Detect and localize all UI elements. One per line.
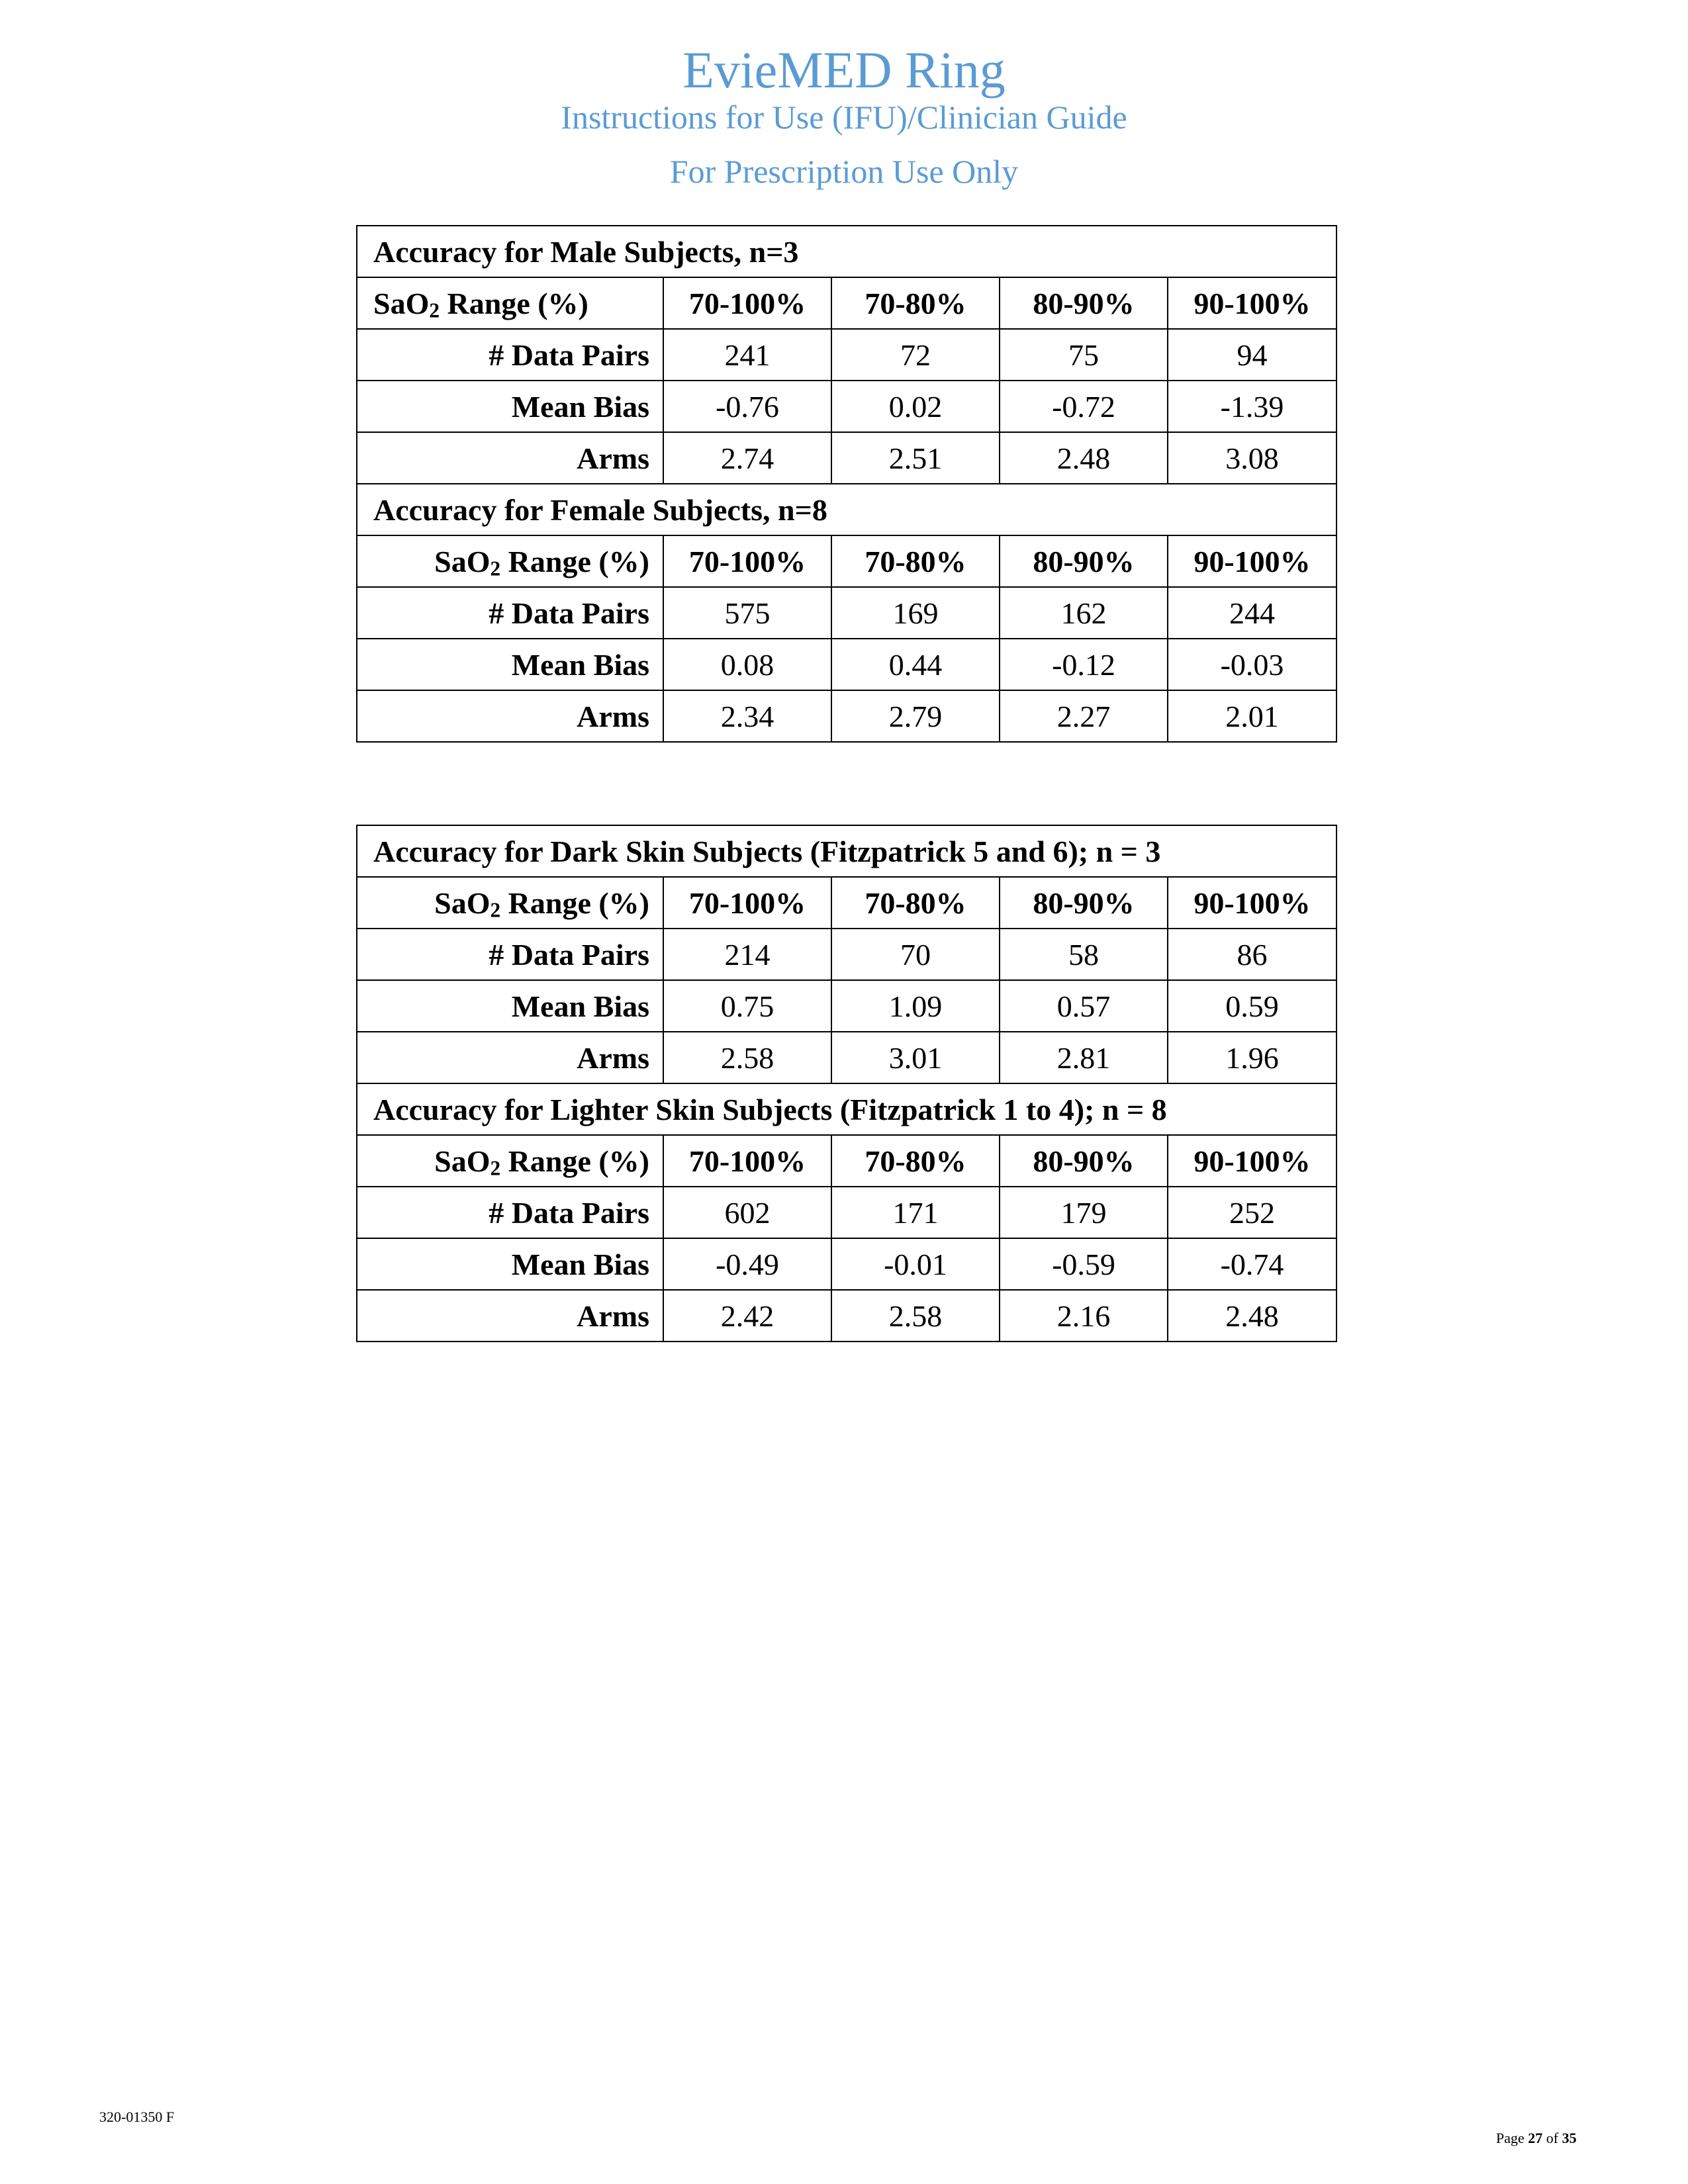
data-pairs-cell: 252 (1168, 1187, 1336, 1238)
mean-bias-cell: -0.49 (663, 1238, 831, 1290)
arms-cell: 2.58 (663, 1032, 831, 1083)
table-row (357, 381, 1336, 432)
data-pairs-cell: 214 (663, 929, 831, 980)
data-pairs-cell: 179 (1000, 1187, 1168, 1238)
arms-cell: 3.01 (831, 1032, 1000, 1083)
range-header: 90-100% (1168, 535, 1336, 587)
sao2-range-label: SaO$_2$ Range (%) (357, 535, 663, 587)
sao2-range-label: SaO$_2$ Range (%) (357, 1135, 663, 1187)
section-header-row (357, 484, 1336, 535)
table-row (357, 639, 1336, 690)
section-title: Accuracy for Dark Skin Subjects (Fitzpatrick 5 and 6); n = 3 (357, 825, 1336, 877)
arms-label: Arms (357, 1290, 663, 1342)
mean-bias-label: Mean Bias (357, 381, 663, 432)
range-header: 80-90% (1000, 877, 1168, 929)
arms-label: Arms (357, 1032, 663, 1083)
mean-bias-cell: -0.59 (1000, 1238, 1168, 1290)
arms-cell: 2.58 (831, 1290, 1000, 1342)
mean-bias-label: Mean Bias (357, 639, 663, 690)
range-header: 70-100% (663, 277, 831, 329)
page-number: Page 27 of 35 (1496, 2130, 1577, 2146)
arms-cell: 2.27 (1000, 690, 1168, 742)
mean-bias-cell: 1.09 (831, 980, 1000, 1032)
arms-cell: 2.34 (663, 690, 831, 742)
range-header: 80-90% (1000, 1135, 1168, 1187)
range-header: 70-80% (831, 1135, 1000, 1187)
accuracy-table-sex (356, 225, 1337, 743)
document-subtitle: Instructions for Use (IFU)/Clinician Guide (561, 99, 1127, 136)
arms-label: Arms (357, 690, 663, 742)
table-row (357, 329, 1336, 381)
mean-bias-cell: 0.75 (663, 980, 831, 1032)
table-row (357, 1238, 1336, 1290)
data-pairs-cell: 70 (831, 929, 1000, 980)
sao2-range-label: SaO$_2$ Range (%) (357, 877, 663, 929)
mean-bias-cell: 0.44 (831, 639, 1000, 690)
data-pairs-cell: 94 (1168, 329, 1336, 381)
arms-cell: 2.48 (1168, 1290, 1336, 1342)
range-header: 80-90% (1000, 277, 1168, 329)
range-header-row (357, 535, 1336, 587)
arms-cell: 2.01 (1168, 690, 1336, 742)
accuracy-table-skin (356, 825, 1337, 1342)
range-header: 70-100% (663, 535, 831, 587)
data-pairs-label: # Data Pairs (357, 929, 663, 980)
range-header: 90-100% (1168, 1135, 1336, 1187)
mean-bias-cell: -0.03 (1168, 639, 1336, 690)
table-row (357, 929, 1336, 980)
data-pairs-label: # Data Pairs (357, 1187, 663, 1238)
mean-bias-cell: -0.76 (663, 381, 831, 432)
arms-cell: 2.16 (1000, 1290, 1168, 1342)
data-pairs-cell: 169 (831, 587, 1000, 639)
prescription-notice: For Prescription Use Only (669, 153, 1019, 190)
range-header: 70-80% (831, 877, 1000, 929)
range-header: 90-100% (1168, 277, 1336, 329)
range-header: 70-80% (831, 277, 1000, 329)
arms-cell: 3.08 (1168, 432, 1336, 484)
table-row (357, 587, 1336, 639)
table-row (357, 980, 1336, 1032)
mean-bias-cell: 0.08 (663, 639, 831, 690)
section-title: Accuracy for Male Subjects, n=3 (357, 226, 1336, 277)
arms-cell: 2.79 (831, 690, 1000, 742)
section-header-row (357, 825, 1336, 877)
mean-bias-cell: 0.57 (1000, 980, 1168, 1032)
range-header: 70-100% (663, 1135, 831, 1187)
table-row (357, 1290, 1336, 1342)
sao2-range-label: SaO$_2$ Range (%) (357, 277, 663, 329)
mean-bias-cell: 0.02 (831, 381, 1000, 432)
section-title: Accuracy for Female Subjects, n=8 (357, 484, 1336, 535)
data-pairs-cell: 602 (663, 1187, 831, 1238)
mean-bias-cell: -1.39 (1168, 381, 1336, 432)
data-pairs-cell: 241 (663, 329, 831, 381)
mean-bias-cell: 0.59 (1168, 980, 1336, 1032)
table-row (357, 432, 1336, 484)
arms-cell: 1.96 (1168, 1032, 1336, 1083)
table-row (357, 1032, 1336, 1083)
data-pairs-cell: 75 (1000, 329, 1168, 381)
mean-bias-cell: -0.74 (1168, 1238, 1336, 1290)
data-pairs-cell: 575 (663, 587, 831, 639)
arms-cell: 2.74 (663, 432, 831, 484)
document-title: EvieMED Ring (682, 41, 1006, 99)
section-header-row (357, 226, 1336, 277)
data-pairs-cell: 72 (831, 329, 1000, 381)
range-header: 70-100% (663, 877, 831, 929)
mean-bias-cell: -0.01 (831, 1238, 1000, 1290)
range-header-row (357, 277, 1336, 329)
mean-bias-label: Mean Bias (357, 980, 663, 1032)
section-title: Accuracy for Lighter Skin Subjects (Fitzpatrick 1 to 4); n = 8 (357, 1083, 1336, 1135)
data-pairs-cell: 86 (1168, 929, 1336, 980)
arms-cell: 2.51 (831, 432, 1000, 484)
arms-label: Arms (357, 432, 663, 484)
range-header-row (357, 877, 1336, 929)
data-pairs-label: # Data Pairs (357, 329, 663, 381)
range-header: 70-80% (831, 535, 1000, 587)
range-header: 80-90% (1000, 535, 1168, 587)
data-pairs-cell: 162 (1000, 587, 1168, 639)
section-header-row (357, 1083, 1336, 1135)
data-pairs-cell: 58 (1000, 929, 1168, 980)
mean-bias-cell: -0.12 (1000, 639, 1168, 690)
data-pairs-cell: 171 (831, 1187, 1000, 1238)
arms-cell: 2.42 (663, 1290, 831, 1342)
range-header-row (357, 1135, 1336, 1187)
range-header: 90-100% (1168, 877, 1336, 929)
data-pairs-label: # Data Pairs (357, 587, 663, 639)
data-pairs-cell: 244 (1168, 587, 1336, 639)
mean-bias-cell: -0.72 (1000, 381, 1168, 432)
table-row (357, 690, 1336, 742)
arms-cell: 2.48 (1000, 432, 1168, 484)
arms-cell: 2.81 (1000, 1032, 1168, 1083)
document-number: 320-01350 F (99, 2109, 175, 2125)
table-row (357, 1187, 1336, 1238)
mean-bias-label: Mean Bias (357, 1238, 663, 1290)
